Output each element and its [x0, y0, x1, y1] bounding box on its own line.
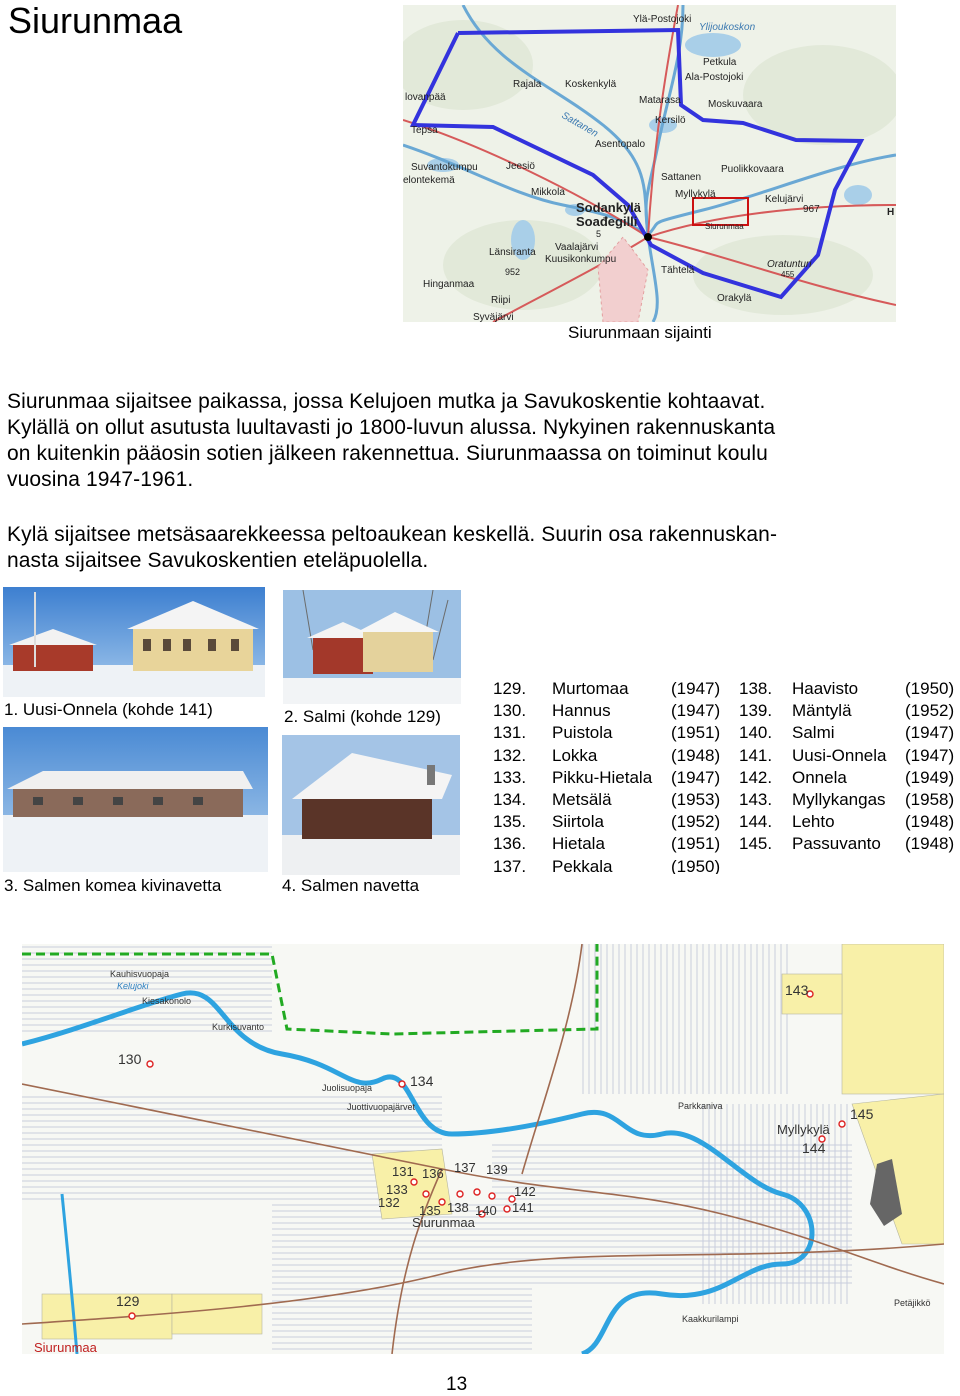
item-name: Uusi-Onnela: [792, 745, 887, 765]
intro-paragraph: [7, 389, 907, 493]
item-number: 135.: [493, 812, 527, 832]
item-number: 130.: [493, 701, 527, 721]
item-name: Murtomaa: [552, 679, 629, 698]
item-year: (1958): [905, 789, 955, 809]
list-item: [739, 745, 960, 767]
label-sattanen-river: Sattanen: [559, 110, 600, 140]
item-year: (1948): [905, 834, 955, 854]
text-line: vuosina 1947-1961.: [7, 468, 194, 491]
page-title: Siurunmaa: [8, 0, 183, 41]
item-number: 142.: [739, 767, 773, 787]
item-number: 132.: [493, 745, 527, 765]
label-myllykyla: Myllykylä: [777, 1122, 830, 1137]
label-ylijoukoskon: Ylijoukoskon: [699, 22, 756, 33]
label-juolisuopaja: Juolisuopaja: [322, 1083, 373, 1093]
label-h: H: [887, 207, 895, 218]
label-142: 142: [514, 1184, 536, 1199]
label-road-952: 952: [505, 267, 521, 277]
label-rajala: Rajala: [513, 79, 542, 90]
item-year: (1953): [671, 789, 721, 809]
list-item: [493, 811, 733, 833]
label-129: 129: [116, 1293, 140, 1309]
item-year: (1950): [671, 856, 721, 874]
list-item: [493, 678, 733, 700]
label-144: 144: [802, 1140, 826, 1156]
item-year: (1948): [671, 745, 721, 765]
item-name: Onnela: [792, 767, 847, 787]
item-year: (1951): [671, 834, 721, 854]
item-name: Lokka: [552, 745, 598, 765]
label-ora-height: 455: [781, 270, 795, 279]
label-130: 130: [118, 1051, 142, 1067]
label-kiesakonolo: Kiesakonolo: [142, 996, 192, 1006]
label-moskuvaara: Moskuvaara: [708, 99, 763, 110]
item-year: (1948): [905, 812, 955, 832]
item-name: Myllykangas: [792, 789, 886, 809]
item-name: Hietala: [552, 834, 605, 854]
label-kelujoki: Kelujoki: [117, 981, 149, 991]
label-lansiranta: Länsiranta: [489, 247, 536, 258]
label-mikkola: Mikkola: [531, 187, 565, 198]
item-name: Lehto: [792, 812, 835, 832]
label-petkula: Petkula: [703, 57, 737, 68]
label-132: 132: [378, 1195, 400, 1210]
label-petajikko: Petäjikkö: [894, 1298, 931, 1308]
label-asentopalo: Asentopalo: [595, 139, 646, 150]
label-137: 137: [454, 1160, 476, 1175]
item-number: 136.: [493, 834, 527, 854]
label-suvantokumpu: Suvantokumpu: [411, 162, 478, 173]
label-kaakkurilampi: Kaakkurilampi: [682, 1314, 739, 1324]
label-riipi: Riipi: [491, 295, 511, 306]
item-name: Hannus: [552, 701, 611, 721]
label-yla-postojoki: Ylä-Postojoki: [633, 14, 692, 25]
item-number: 137.: [493, 856, 527, 874]
location-map-caption: Siurunmaan sijainti: [568, 323, 712, 342]
item-number: 145.: [739, 834, 773, 854]
building-list-right: [739, 678, 960, 856]
label-145: 145: [850, 1106, 874, 1122]
building-list-left: [493, 678, 733, 874]
label-143: 143: [785, 982, 809, 998]
label-131: 131: [392, 1164, 414, 1179]
photo-salmi: [283, 590, 461, 704]
list-item: [493, 833, 733, 855]
label-140: 140: [475, 1203, 497, 1218]
text-line: nasta sijaitsee Savukoskentien eteläpuolella.: [7, 549, 429, 572]
label-hinganmaa: Hinganmaa: [423, 279, 475, 290]
list-item: [493, 856, 733, 875]
list-item: [739, 811, 960, 833]
label-vaalajarvi: Vaalajärvi: [555, 242, 599, 253]
label-kelujarvi: Kelujärvi: [765, 194, 804, 205]
page-number: 13: [446, 1374, 468, 1395]
label-siurunmaa-sw: Siurunmaa: [34, 1340, 97, 1354]
item-number: 143.: [739, 789, 773, 809]
text-line: on kuitenkin pääosin sotien jälkeen rakennettua. Siurunmaassa on toiminut koulu: [7, 442, 768, 465]
item-name: Salmi: [792, 723, 835, 743]
label-kuusikonkumpu: Kuusikonkumpu: [545, 254, 617, 265]
label-134: 134: [410, 1073, 434, 1089]
list-item: [739, 767, 960, 789]
label-tahtela: Tähtelä: [661, 265, 695, 276]
location-paragraph: [7, 522, 907, 574]
item-number: 138.: [739, 679, 773, 698]
label-139: 139: [486, 1162, 508, 1177]
label-136: 136: [422, 1166, 444, 1181]
item-year: (1950): [905, 679, 955, 698]
list-item: [493, 789, 733, 811]
item-name: Metsälä: [552, 789, 612, 809]
item-year: (1947): [671, 701, 721, 721]
item-name: Siirtola: [552, 812, 604, 832]
label-jeesio: Jeesiö: [506, 161, 535, 172]
list-item: [493, 722, 733, 744]
label-tepsa: Tepsa: [411, 125, 438, 136]
label-parkkaniva: Parkkaniva: [678, 1101, 723, 1111]
location-map: [403, 5, 896, 322]
item-name: Pekkala: [552, 856, 613, 874]
item-year: (1952): [905, 701, 955, 721]
label-kurkisuvanto: Kurkisuvanto: [212, 1022, 265, 1032]
label-road-967: 967: [803, 204, 820, 215]
village-map-graphic: [22, 944, 944, 1354]
item-number: 129.: [493, 679, 527, 698]
sodankyla-marker: [644, 233, 652, 241]
label-oratunturi: Oratunturi: [767, 259, 812, 270]
label-road-5: 5: [596, 229, 602, 239]
label-138: 138: [447, 1200, 469, 1215]
label-siurunmaa: Siurunmaa: [412, 1215, 475, 1230]
photo-caption: 4. Salmen navetta: [282, 876, 420, 895]
photo-salmi-barn: [282, 735, 460, 875]
item-number: 140.: [739, 723, 773, 743]
item-year: (1947): [905, 723, 955, 743]
item-year: (1947): [671, 679, 721, 698]
item-year: (1947): [671, 767, 721, 787]
item-number: 134.: [493, 789, 527, 809]
item-name: Pikku-Hietala: [552, 767, 653, 787]
label-141: 141: [512, 1200, 534, 1215]
label-juottivuopajarvi: Juottivuopajärvet: [347, 1102, 416, 1112]
label-matarasa: Matarasa: [639, 95, 681, 106]
label-elontekema: elontekemä: [403, 175, 455, 186]
label-135: 135: [419, 1203, 441, 1218]
label-koskenkyla: Koskenkylä: [565, 79, 617, 90]
text-line: Kylä sijaitsee metsäsaarekkeessa peltoaukean keskellä. Suurin osa rakennuskan-: [7, 523, 778, 546]
photo-caption: 1. Uusi-Onnela (kohde 141): [4, 700, 213, 719]
label-syvajarvi: Syväjärvi: [473, 312, 514, 322]
item-name: Mäntylä: [792, 701, 852, 721]
item-number: 139.: [739, 701, 773, 721]
label-sodankyla: Sodankylä: [576, 200, 642, 215]
label-kauhisvuopaja: Kauhisvuopaja: [110, 969, 170, 979]
village-map: [22, 944, 944, 1354]
label-kersilo: Kersilö: [655, 115, 686, 126]
item-number: 131.: [493, 723, 527, 743]
label-siurunmaa: Siurunmaa: [705, 222, 744, 231]
list-item: [493, 767, 733, 789]
list-item: [739, 700, 960, 722]
photo-caption: 2. Salmi (kohde 129): [284, 707, 441, 726]
label-133: 133: [386, 1182, 408, 1197]
item-name: Passuvanto: [792, 834, 881, 854]
item-year: (1951): [671, 723, 721, 743]
item-name: Puistola: [552, 723, 613, 743]
list-item: [739, 833, 960, 855]
label-ovanpaa: lovanpää: [405, 92, 446, 103]
item-year: (1947): [905, 745, 955, 765]
text-line: Kylällä on ollut asutusta luultavasti jo 1800-luvun alussa. Nykyinen rakennuskanta: [7, 416, 776, 439]
label-myllykyla: Myllykylä: [675, 189, 716, 200]
list-item: [739, 722, 960, 744]
label-puolikkovaara: Puolikkovaara: [721, 164, 784, 175]
list-item: [739, 789, 960, 811]
item-name: Haavisto: [792, 679, 859, 698]
text-line: Siurunmaa sijaitsee paikassa, jossa Kelujoen mutka ja Savukoskentie kohtaavat.: [7, 390, 766, 413]
item-year: (1952): [671, 812, 721, 832]
item-number: 141.: [739, 745, 773, 765]
label-orakyla: Orakylä: [717, 293, 752, 304]
photo-uusi-onnela: [3, 587, 265, 697]
list-item: [739, 678, 960, 700]
label-sattanen: Sattanen: [661, 172, 702, 183]
label-ala-postojoki: Ala-Postojoki: [685, 72, 744, 83]
location-map-graphic: [403, 5, 896, 322]
list-item: [493, 700, 733, 722]
item-number: 133.: [493, 767, 527, 787]
list-item: [493, 745, 733, 767]
item-number: 144.: [739, 812, 773, 832]
item-year: (1949): [905, 767, 955, 787]
photo-caption: 3. Salmen komea kivinavetta: [4, 876, 222, 895]
label-soadegilli: Soađegilli: [576, 214, 638, 229]
photo-salmi-stone-barn: [3, 727, 268, 872]
